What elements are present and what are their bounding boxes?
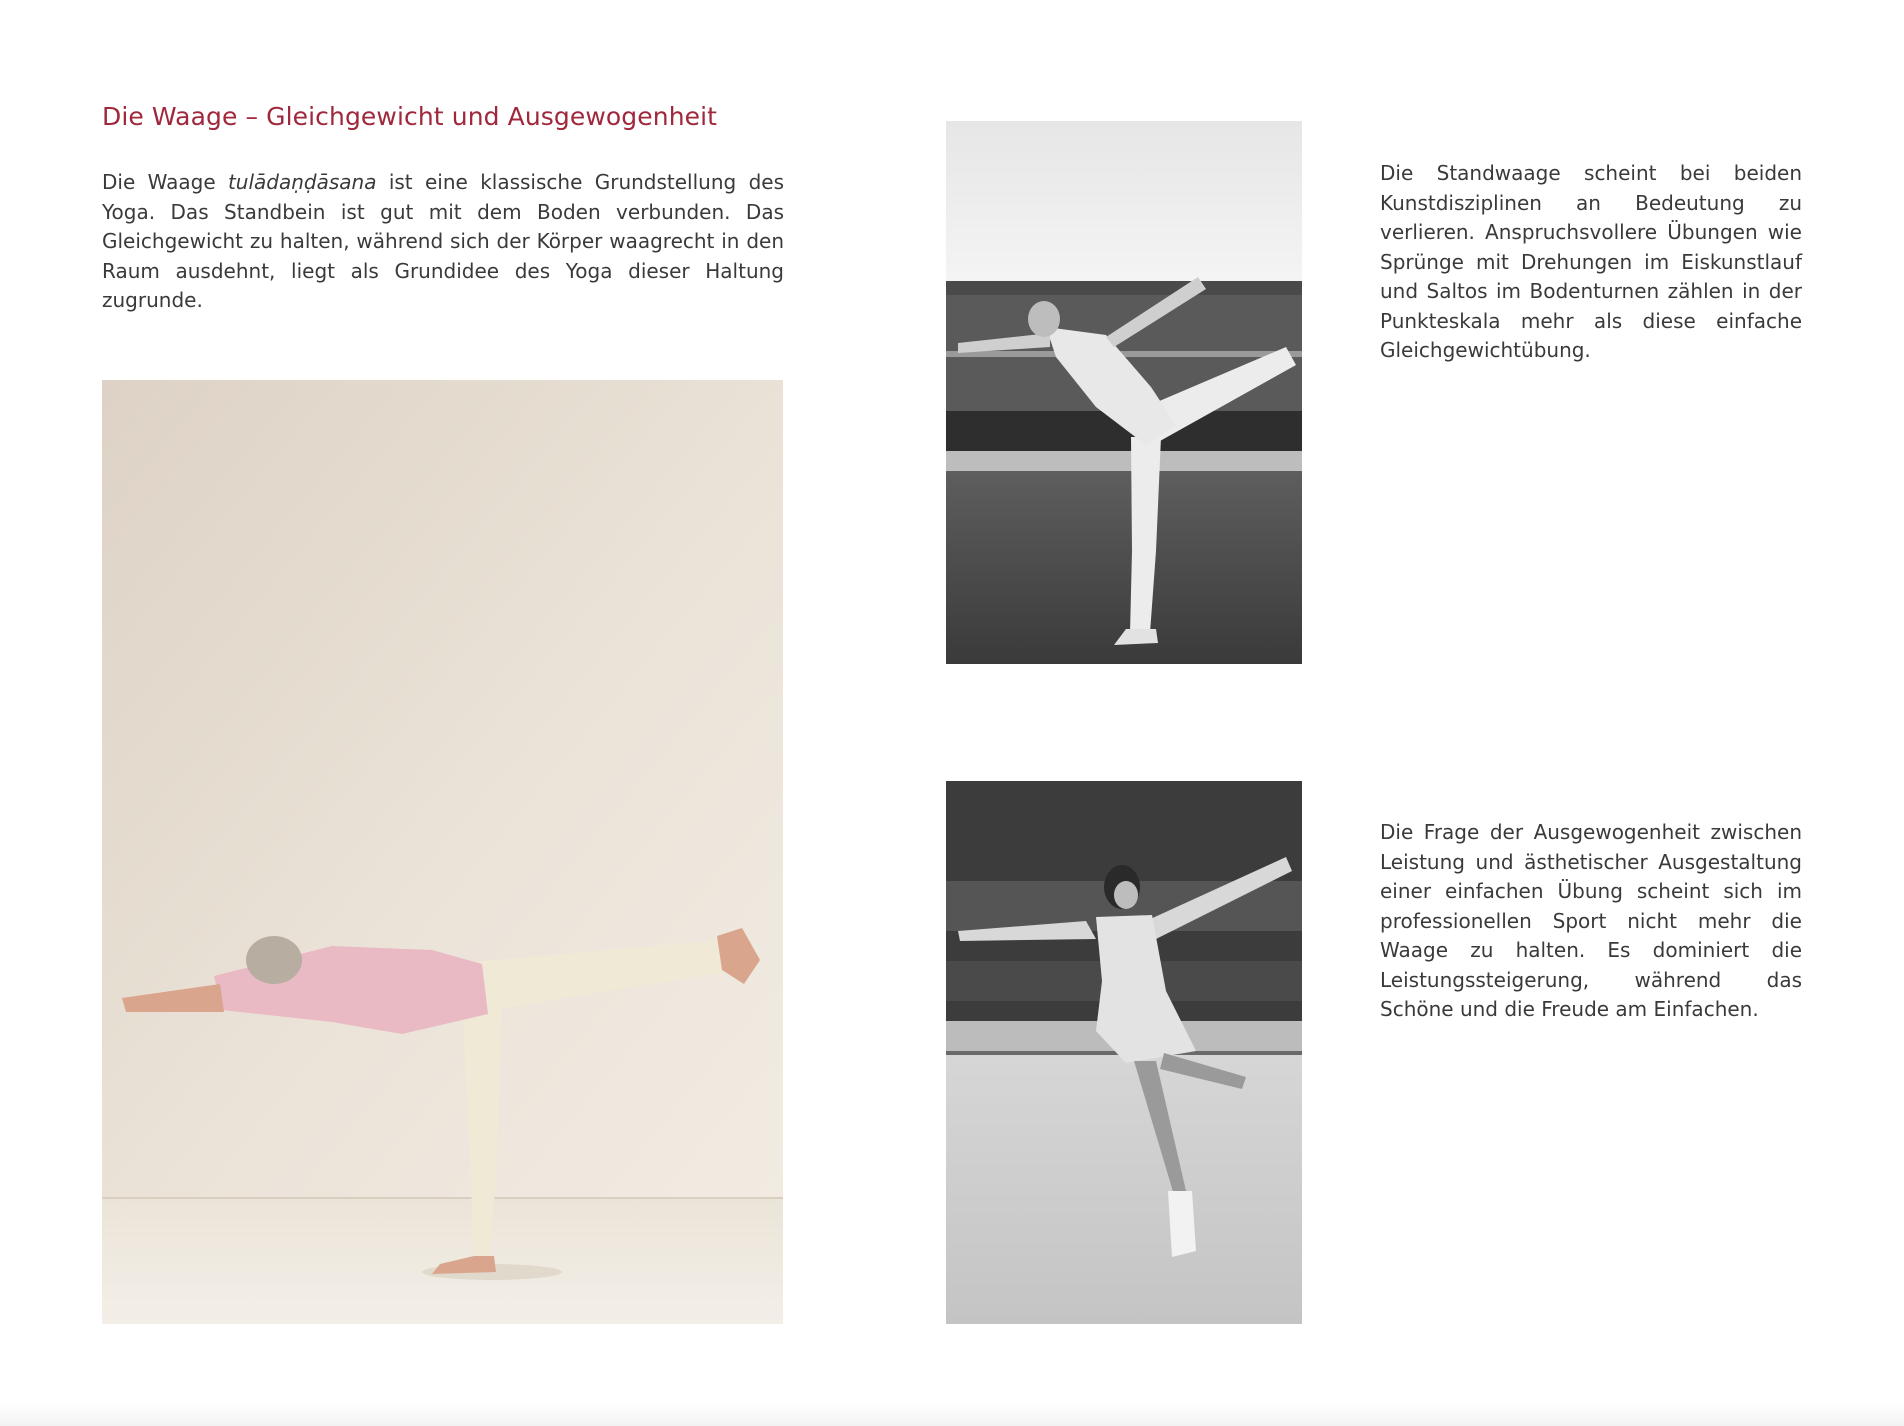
skater-photo-illustration [946, 781, 1302, 1324]
intro-text-start: Die Waage [102, 170, 228, 194]
gymnast-caption: Die Standwaage scheint bei beiden Kunstdisziplinen an Bedeutung zu verlieren. Anspruchsvollere Übungen wie Sprünge mit Drehungen im Eiskunstlauf und Saltos im Bodenturnen zählen in der Punkteskala mehr als diese einfache Gleichgewichtübung. [1380, 161, 1802, 362]
gymnast-photo-illustration [946, 121, 1302, 664]
yoga-balance-photo [102, 380, 783, 1324]
sanskrit-term: tulādaṇḍāsana [227, 170, 377, 194]
page-bottom-edge [0, 1404, 1904, 1426]
intro-text-rest: ist eine klassische Grundstellung des Yoga. Das Standbein ist gut mit dem Boden verbunden. Das Gleichgewicht zu halten, während sich der Körper waagrecht in den Raum ausdehnt, liegt als Grundidee des Yoga dieser Haltung zugrunde. [102, 170, 784, 312]
skater-caption: Die Frage der Ausgewogenheit zwischen Leistung und ästhetischer Ausgestaltung einer einfachen Übung scheint sich im professionellen Sport nicht mehr die Waage zu halten. Es dominiert die Leistungssteigerung, während das Schöne und die Freude am Einfachen. [1380, 820, 1802, 1021]
article-title: Die Waage – Gleichgewicht und Ausgewogenheit [102, 102, 718, 131]
yoga-photo-illustration [102, 380, 783, 1324]
figure-skater-photo [946, 781, 1302, 1324]
intro-paragraph [102, 168, 784, 316]
gymnast-photo [946, 121, 1302, 664]
